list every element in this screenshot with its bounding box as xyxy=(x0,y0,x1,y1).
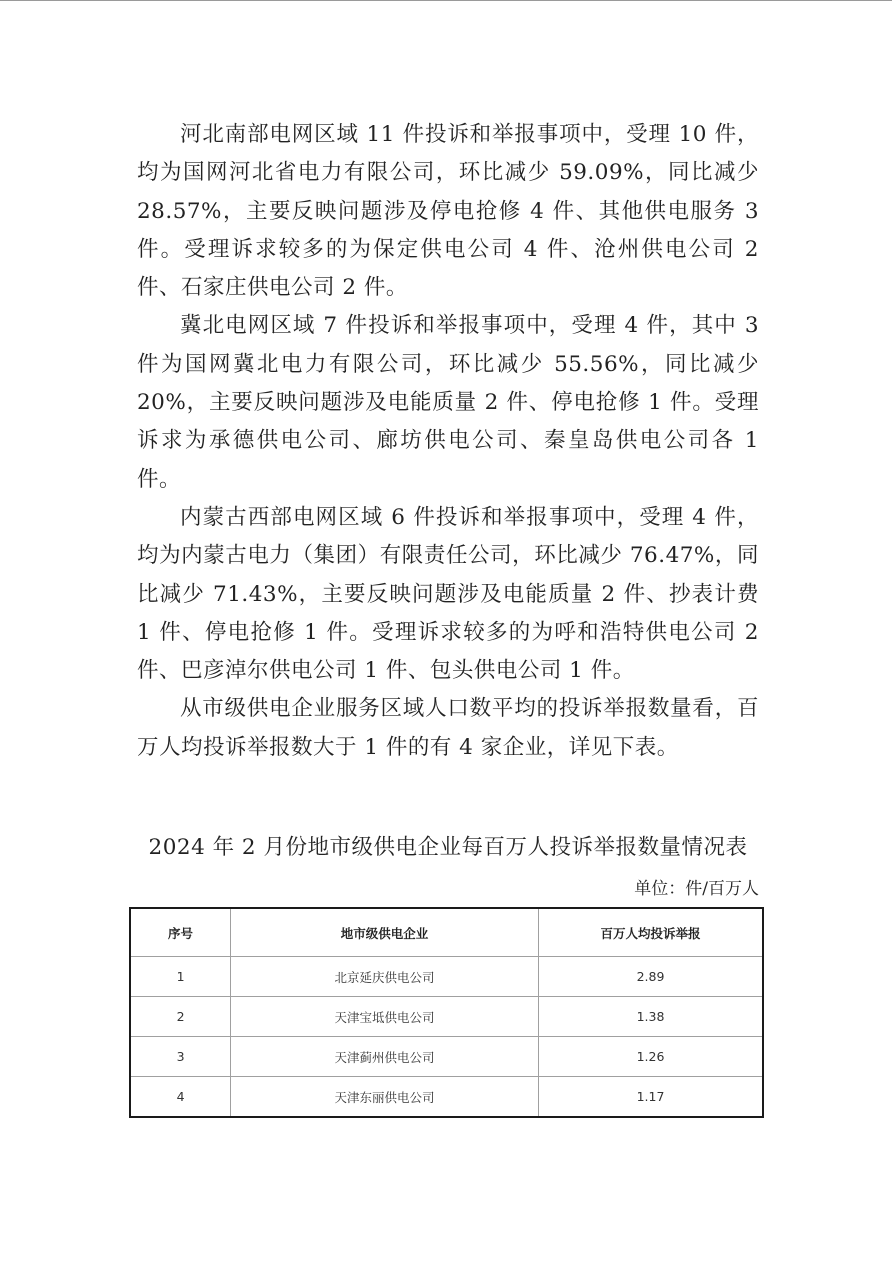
header-seq: 序号 xyxy=(130,908,231,957)
header-per-million: 百万人均投诉举报 xyxy=(539,908,763,957)
unit-note: 单位：件/百万人 xyxy=(634,879,759,899)
paragraph-inner-mongolia-west: 内蒙古西部电网区域 6 件投诉和举报事项中，受理 4 件，均为内蒙古电力（集团）有限责任公司，环比减少 76.47%，同比减少 71.43%，主要反映问题涉及电能质量 2 件、抄表计费 1 件、停电抢修 1 件。受理诉求较多的为呼和浩特供电公司 2 件、巴彦淖尔供电公司 1 件、包头供电公司 1 件。 xyxy=(137,504,759,684)
table-title: 2024 年 2 月份地市级供电企业每百万人投诉举报数量情况表 xyxy=(148,835,748,860)
cell-per-million: 1.17 xyxy=(539,1077,763,1118)
table-row xyxy=(130,957,763,997)
table-row xyxy=(130,1077,763,1118)
paragraph-hebei-south: 河北南部电网区域 11 件投诉和举报事项中，受理 10 件，均为国网河北省电力有限公司，环比减少 59.09%，同比减少 28.57%，主要反映问题涉及停电抢修 4 件、其他供电服务 3 件。受理诉求较多的为保定供电公司 4 件、沧州供电公司 2 件、石家庄供电公司 2 件。 xyxy=(137,122,759,301)
paragraph-per-million-summary: 从市级供电企业服务区域人口数平均的投诉举报数量看，百万人均投诉举报数大于 1 件的有 4 家企业，详见下表。 xyxy=(137,696,759,760)
cell-seq: 3 xyxy=(130,1037,231,1077)
header-company: 地市级供电企业 xyxy=(231,908,539,957)
table-row xyxy=(130,997,763,1037)
cell-company: 北京延庆供电公司 xyxy=(231,957,539,997)
table-row xyxy=(130,1037,763,1077)
cell-seq: 2 xyxy=(130,997,231,1037)
cell-per-million: 1.26 xyxy=(539,1037,763,1077)
complaints-per-million-table xyxy=(129,907,764,1118)
cell-company: 天津宝坻供电公司 xyxy=(231,997,539,1037)
cell-seq: 1 xyxy=(130,957,231,997)
cell-company: 天津东丽供电公司 xyxy=(231,1077,539,1118)
table-header-row xyxy=(130,908,763,957)
paragraph-jibei: 冀北电网区域 7 件投诉和举报事项中，受理 4 件，其中 3 件为国网冀北电力有限公司，环比减少 55.56%，同比减少 20%，主要反映问题涉及电能质量 2 件、停电抢修 1 件。受理诉求为承德供电公司、廊坊供电公司、秦皇岛供电公司各 1 件。 xyxy=(137,313,759,492)
body-text xyxy=(137,116,759,767)
cell-seq: 4 xyxy=(130,1077,231,1118)
cell-per-million: 1.38 xyxy=(539,997,763,1037)
cell-company: 天津蓟州供电公司 xyxy=(231,1037,539,1077)
cell-per-million: 2.89 xyxy=(539,957,763,997)
